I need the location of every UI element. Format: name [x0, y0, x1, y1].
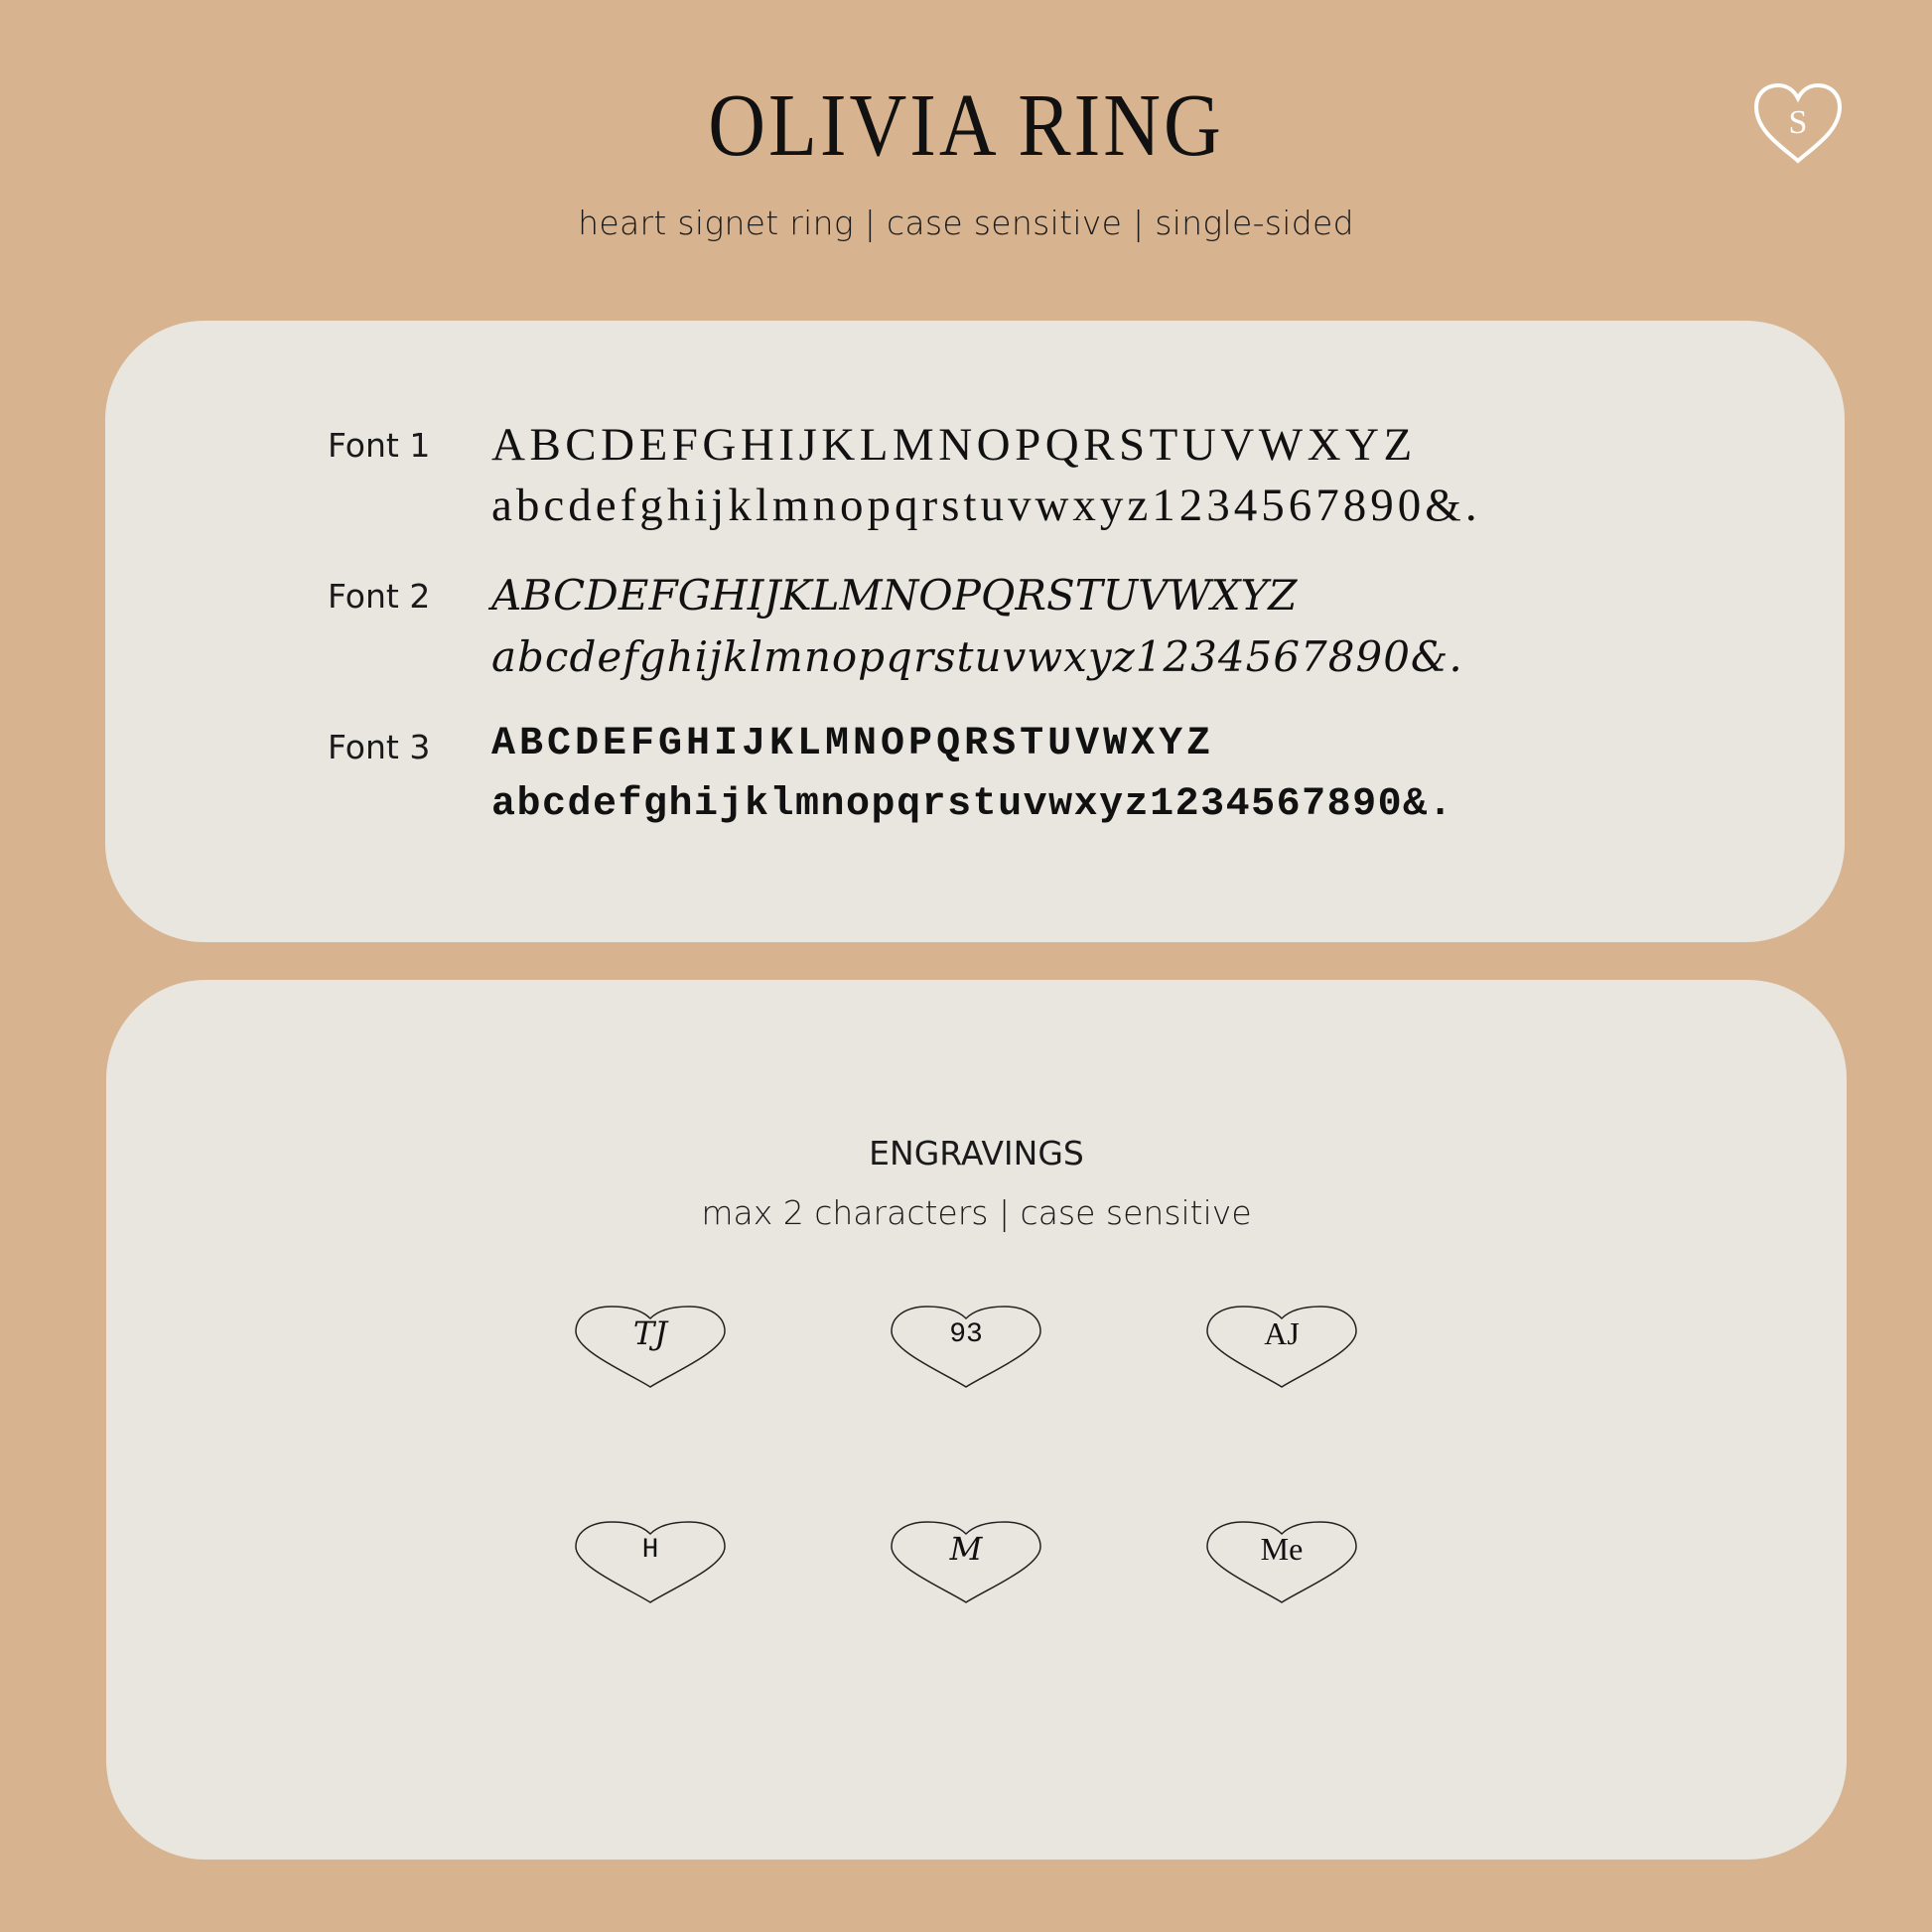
page-subtitle: heart signet ring | case sensitive | single-sided	[578, 204, 1354, 242]
font-sample-upper: ABCDEFGHIJKLMNOPQRSTUVWXYZ	[491, 571, 1298, 620]
engraving-text: Me	[1260, 1531, 1304, 1567]
engravings-card	[106, 980, 1847, 1860]
font-sample-lower: abcdefghijklmnopqrstuvwxyz1234567890&.	[491, 632, 1463, 681]
engraving-example	[1205, 1519, 1358, 1608]
engraving-example	[574, 1519, 727, 1608]
font-sample-lower: abcdefghijklmnopqrstuvwxyz1234567890&.	[491, 782, 1454, 827]
font-label: Font 3	[328, 728, 431, 766]
font-sample-upper: ABCDEFGHIJKLMNOPQRSTUVWXYZ	[491, 419, 1417, 471]
engraving-text: TJ	[632, 1314, 668, 1352]
engraving-example	[1205, 1304, 1358, 1393]
engraving-text: H	[641, 1535, 659, 1566]
page-title: OLIVIA RING	[708, 76, 1224, 176]
fonts-card	[105, 321, 1845, 942]
engraving-text: 93	[949, 1319, 983, 1350]
engraving-text: AJ	[1264, 1315, 1300, 1351]
engraving-text: M	[949, 1530, 983, 1568]
engraving-example	[574, 1304, 727, 1393]
font-label: Font 1	[328, 426, 431, 465]
engravings-subtitle: max 2 characters | case sensitive	[701, 1193, 1252, 1232]
engravings-title: ENGRAVINGS	[869, 1134, 1084, 1173]
logo-letter: S	[1788, 104, 1808, 141]
heart-logo-icon	[1752, 81, 1844, 167]
font-sample-upper: ABCDEFGHIJKLMNOPQRSTUVWXYZ	[491, 722, 1215, 766]
engraving-example	[890, 1519, 1042, 1608]
font-sample-lower: abcdefghijklmnopqrstuvwxyz1234567890&.	[491, 480, 1481, 531]
font-label: Font 2	[328, 577, 431, 616]
engraving-example	[890, 1304, 1042, 1393]
